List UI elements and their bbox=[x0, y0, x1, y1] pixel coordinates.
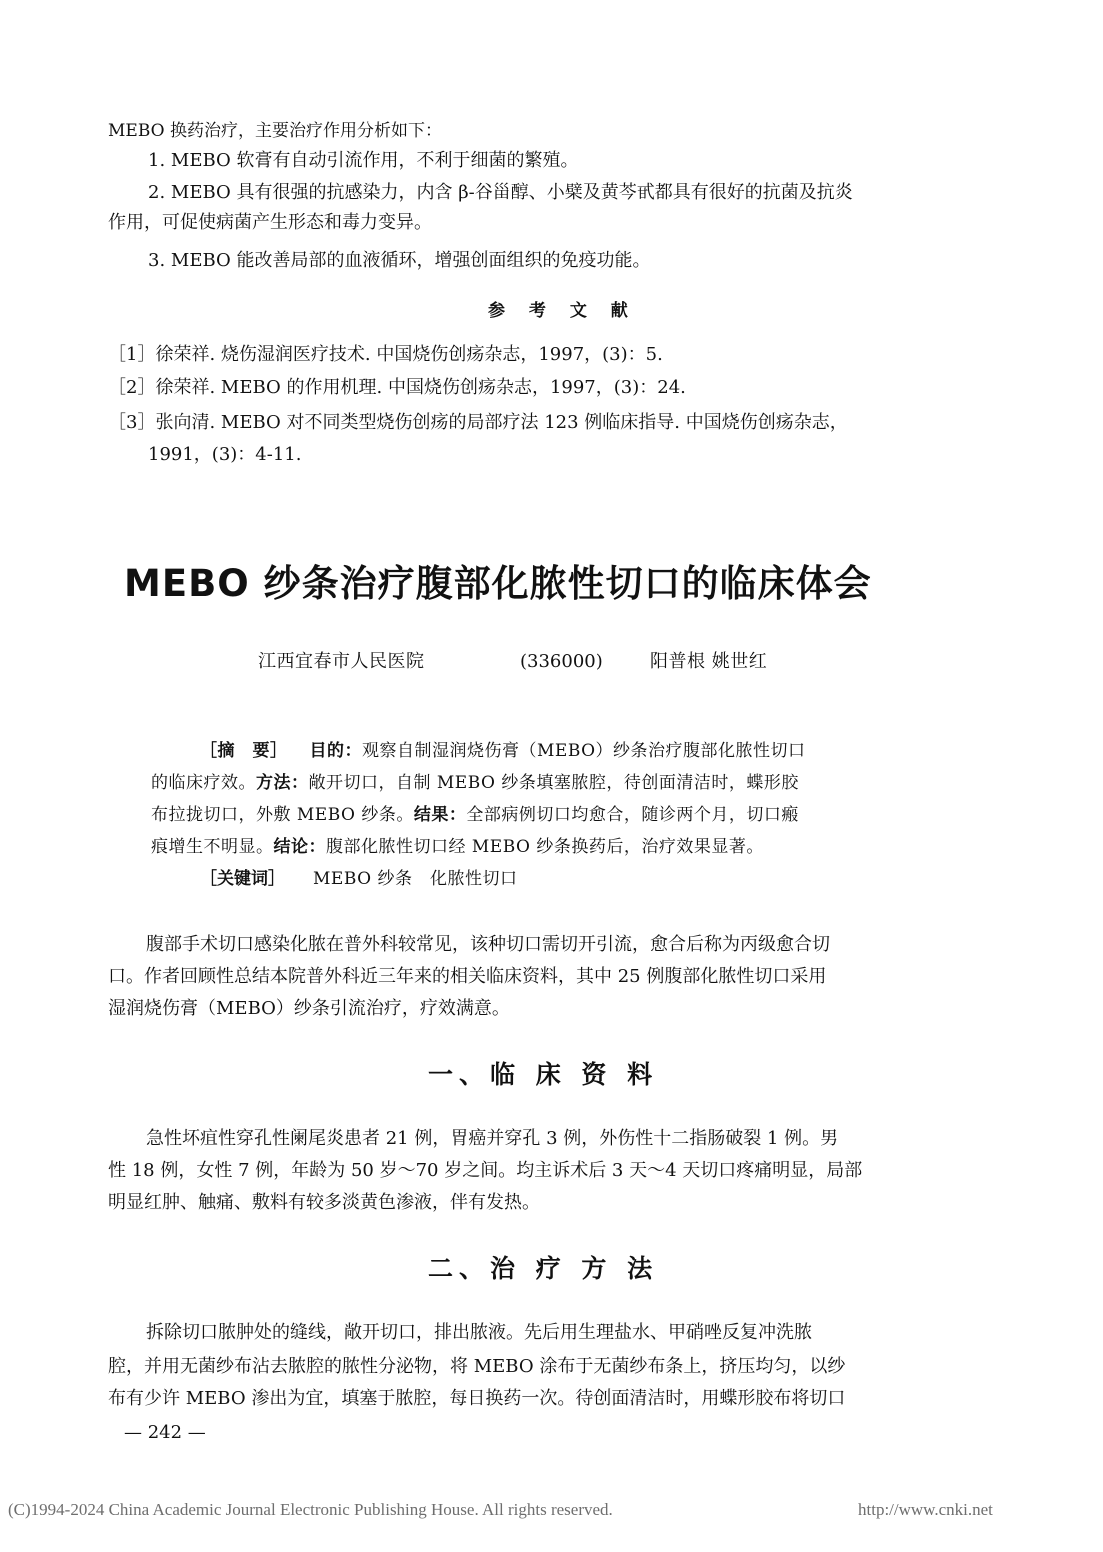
conclusion-label: 结论： bbox=[273, 837, 326, 857]
abstract-line-3 bbox=[151, 804, 799, 826]
references-heading: 参 考 文 献 bbox=[488, 301, 637, 321]
section-2-line-2: 腔，并用无菌纱布沾去脓腔的脓性分泌物，将 MEBO 涂布于无菌纱布条上，挤压均匀，以纱 bbox=[108, 1356, 846, 1377]
author-postcode: (336000) bbox=[520, 651, 603, 672]
section-1-heading: 一、临 床 资 料 bbox=[428, 1060, 659, 1089]
reference-3-line-2: 1991，(3)：4-11. bbox=[148, 444, 302, 465]
reference-3-line-1: ［3］张向清. MEBO 对不同类型烧伤创疡的局部疗法 123 例临床指导. 中国烧伤创疡杂志， bbox=[108, 412, 848, 433]
keywords-label: ［关键词］ bbox=[200, 869, 285, 889]
result-label: 结果： bbox=[413, 805, 467, 825]
objective-label: 目的： bbox=[309, 741, 362, 761]
author-affiliation: 江西宜春市人民医院 bbox=[258, 651, 425, 672]
intro-line-3: 湿润烧伤膏（MEBO）纱条引流治疗，疗效满意。 bbox=[108, 998, 510, 1019]
article-title: MEBO 纱条治疗腹部化脓性切口的临床体会 bbox=[124, 562, 872, 605]
abstract-label: ［摘 要］ bbox=[200, 741, 288, 761]
footer-url: http://www.cnki.net bbox=[858, 1500, 993, 1519]
continuation-intro: MEBO 换药治疗，主要治疗作用分析如下： bbox=[108, 121, 442, 141]
section-2-heading: 二、治 疗 方 法 bbox=[428, 1254, 659, 1283]
section-2-line-1: 拆除切口脓肿处的缝线，敞开切口，排出脓液。先后用生理盐水、甲硝唑反复冲洗脓 bbox=[146, 1322, 812, 1343]
footer-copyright: (C)1994-2024 China Academic Journal Electronic Publishing House. All rights reserved. bbox=[8, 1500, 613, 1519]
section-1-line-2: 性 18 例，女性 7 例，年龄为 50 岁～70 岁之间。均主诉术后 3 天～4 天切口疼痛明显，局部 bbox=[108, 1160, 863, 1181]
abstract-line-4 bbox=[151, 836, 764, 858]
section-1-line-1: 急性坏疽性穿孔性阑尾炎患者 21 例，胃癌并穿孔 3 例，外伤性十二指肠破裂 1 例。男 bbox=[146, 1128, 839, 1149]
result-text: 全部病例切口均愈合，随诊两个月，切口瘢 bbox=[466, 805, 799, 825]
result-text-cont: 痕增生不明显。 bbox=[151, 837, 274, 857]
abstract-text: 的临床疗效。 bbox=[151, 773, 256, 793]
abstract-line-2 bbox=[151, 772, 799, 794]
continuation-item-2-line-2: 作用，可促使病菌产生形态和毒力变异。 bbox=[108, 212, 432, 233]
continuation-item-3: 3. MEBO 能改善局部的血液循环，增强创面组织的免疫功能。 bbox=[148, 250, 651, 271]
keywords-line bbox=[200, 868, 517, 890]
intro-line-1: 腹部手术切口感染化脓在普外科较常见，该种切口需切开引流，愈合后称为丙级愈合切 bbox=[146, 934, 830, 955]
method-label: 方法： bbox=[256, 773, 309, 793]
continuation-item-2-line-1: 2. MEBO 具有很强的抗感染力，内含 β-谷甾醇、小檗及黄芩甙都具有很好的抗菌及抗炎 bbox=[148, 182, 853, 203]
page-number: — 242 — bbox=[124, 1422, 206, 1443]
objective-text: 观察自制湿润烧伤膏（MEBO）纱条治疗腹部化脓性切口 bbox=[362, 741, 806, 761]
reference-2: ［2］徐荣祥. MEBO 的作用机理. 中国烧伤创疡杂志，1997，(3)：24. bbox=[108, 377, 686, 398]
section-2-line-3: 布有少许 MEBO 渗出为宜，填塞于脓腔，每日换药一次。待创面清洁时，用蝶形胶布将切口 bbox=[108, 1388, 846, 1409]
author-names: 阳普根 姚世红 bbox=[650, 651, 768, 672]
keywords-text: MEBO 纱条 化脓性切口 bbox=[313, 869, 518, 889]
method-text-cont: 布拉拢切口，外敷 MEBO 纱条。 bbox=[151, 805, 414, 825]
abstract-line-1 bbox=[200, 740, 806, 762]
continuation-item-1: 1. MEBO 软膏有自动引流作用，不利于细菌的繁殖。 bbox=[148, 150, 579, 171]
conclusion-text: 腹部化脓性切口经 MEBO 纱条换药后，治疗效果显著。 bbox=[326, 837, 764, 857]
reference-1: ［1］徐荣祥. 烧伤湿润医疗技术. 中国烧伤创疡杂志，1997，(3)：5. bbox=[108, 344, 663, 365]
intro-line-2: 口。作者回顾性总结本院普外科近三年来的相关临床资料，其中 25 例腹部化脓性切口采用 bbox=[108, 966, 827, 987]
method-text: 敞开切口，自制 MEBO 纱条填塞脓腔，待创面清洁时，蝶形胶 bbox=[308, 773, 799, 793]
section-1-line-3: 明显红肿、触痛、敷料有较多淡黄色渗液，伴有发热。 bbox=[108, 1192, 540, 1213]
